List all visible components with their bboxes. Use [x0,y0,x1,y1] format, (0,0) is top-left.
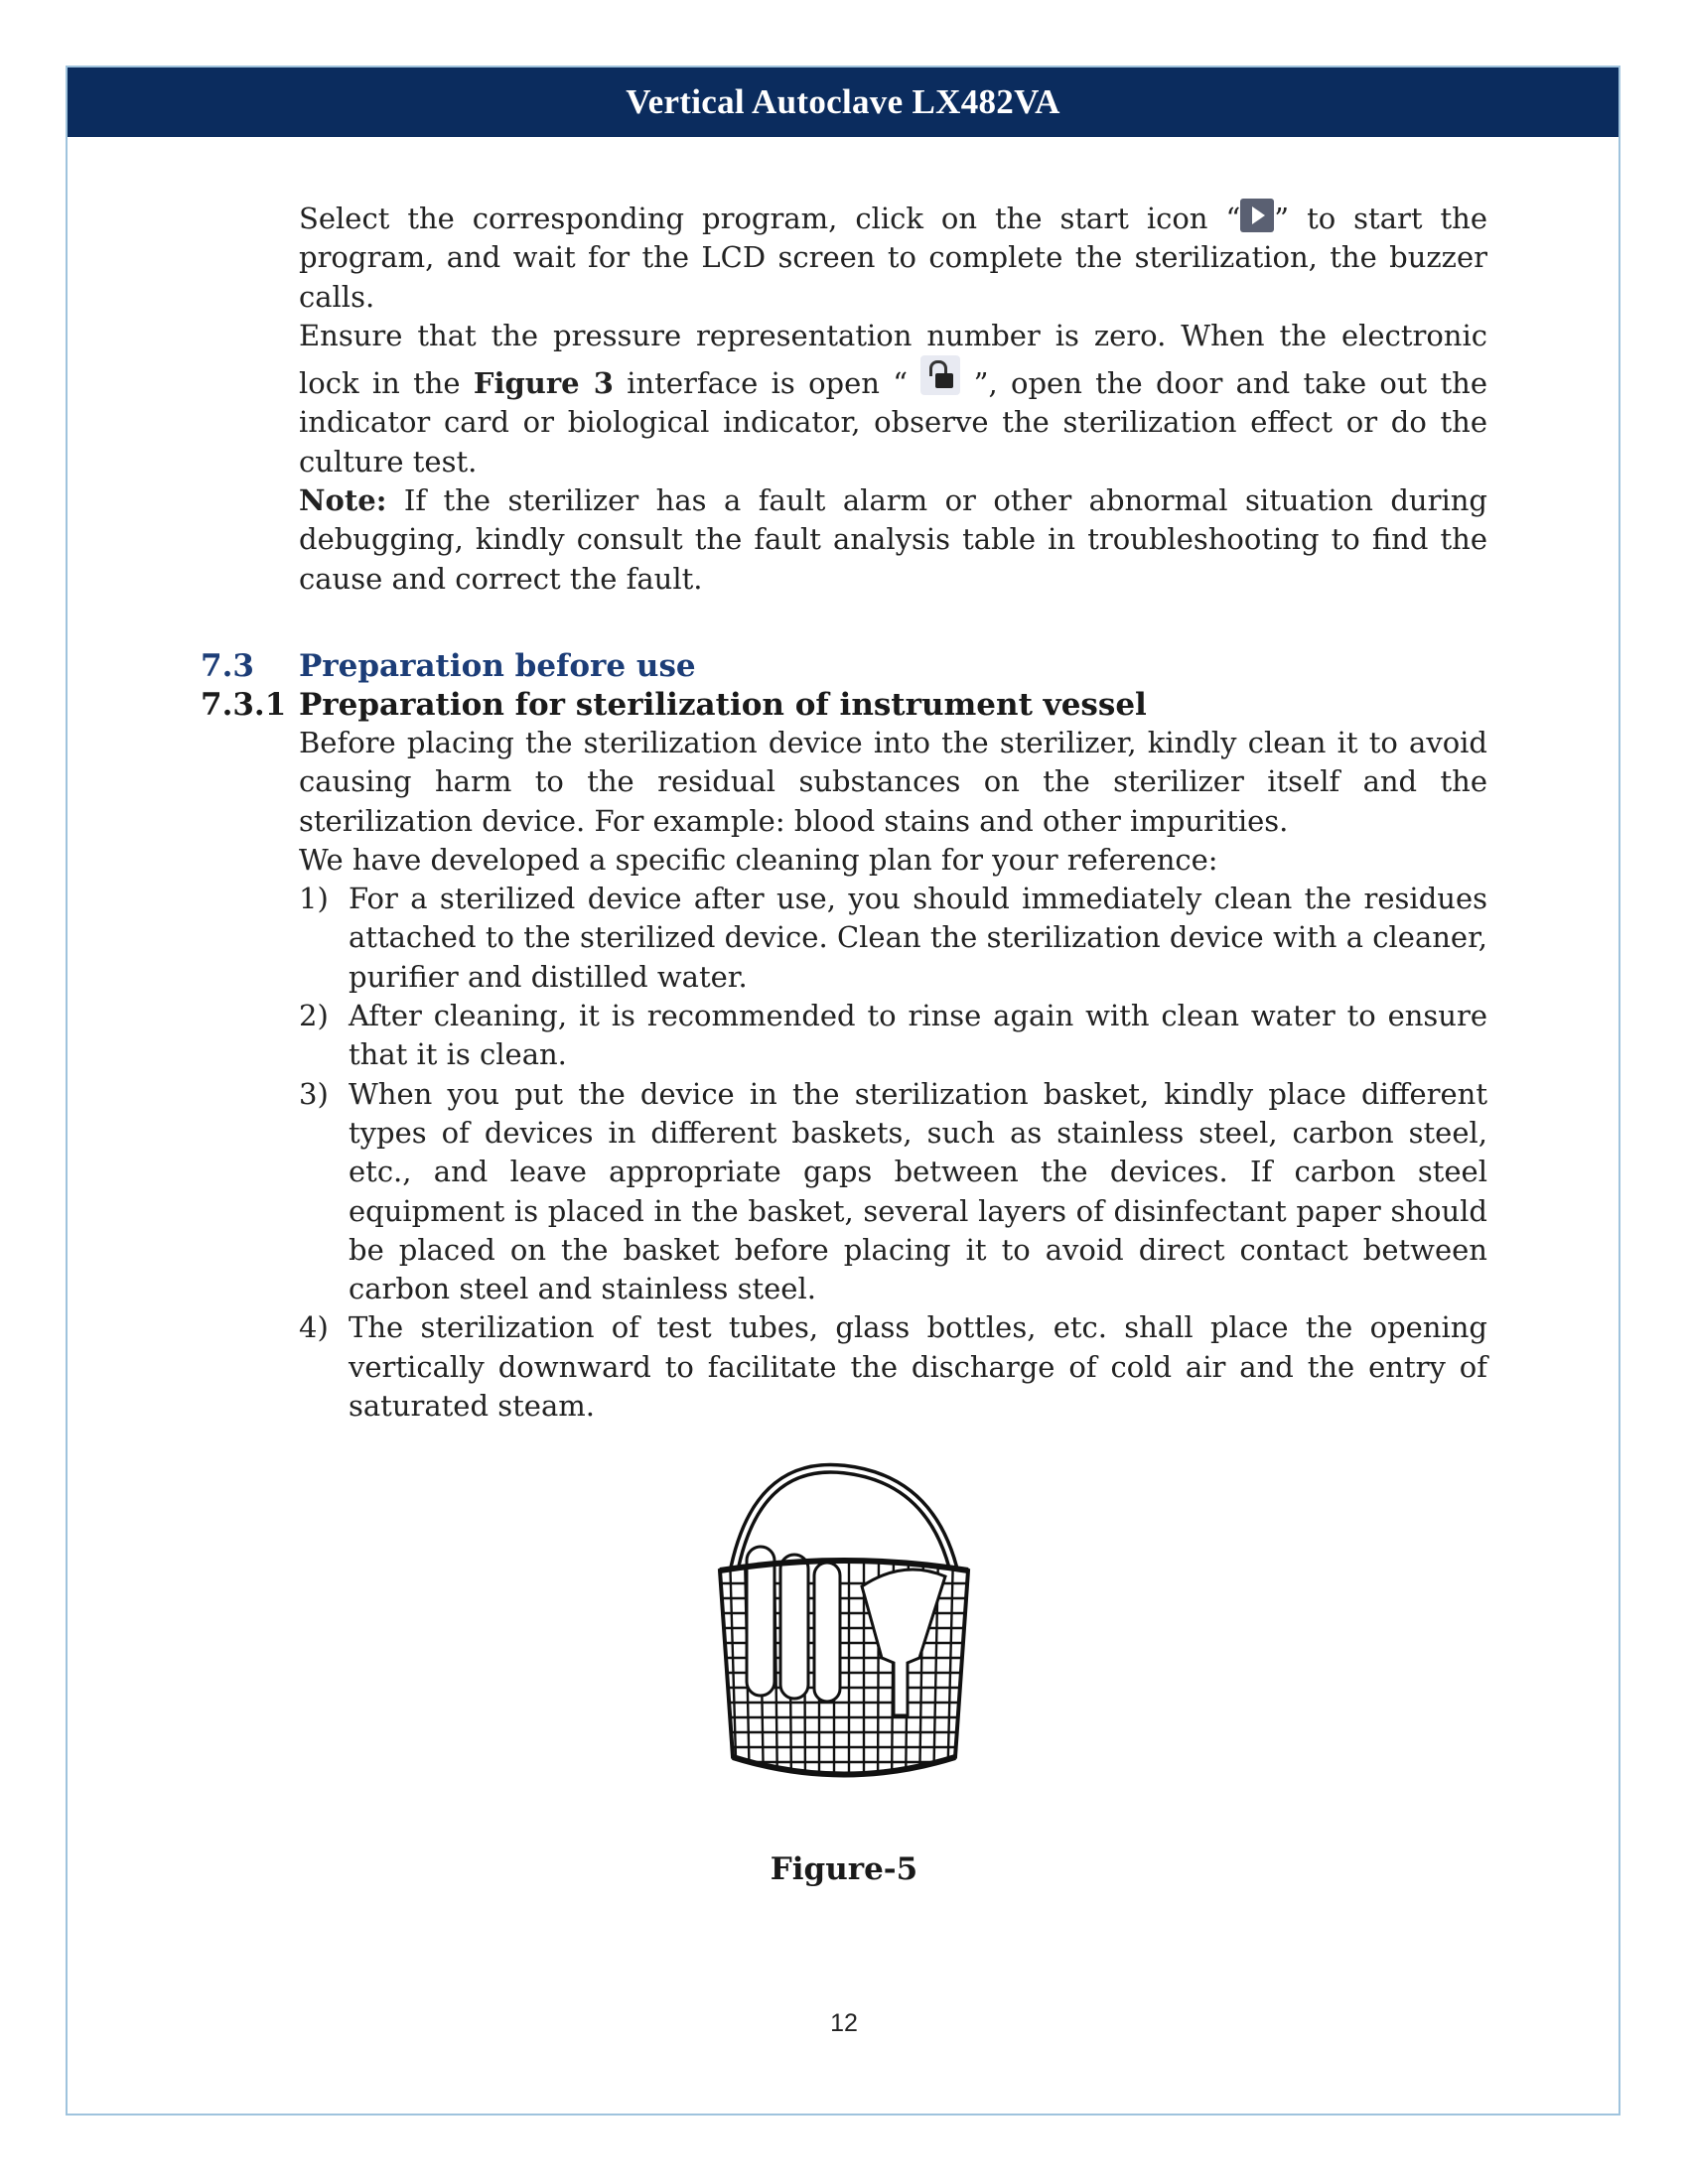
intro-paragraph-2 [299,317,1487,481]
intro-text-b: ” to start the program, and wait for the LCD screen to complete the sterilization, the buzzer calls. [299,202,1487,314]
section-heading [201,646,1487,686]
page-content [201,199,1487,1426]
document-header [68,68,1618,137]
subsection-title: Preparation for sterilization of instrument vessel [299,686,1147,723]
step-text: The sterilization of test tubes, glass bottles, etc. shall place the opening vertically downward to facilitate the discharge of cold air and the entry of saturated steam. [349,1310,1487,1424]
note-label: Note: [299,483,387,518]
step-text: For a sterilized device after use, you should immediately clean the residues attached to the sterilized device. Clean the sterilization device with a cleaner, purifier and distilled water. [349,882,1487,994]
intro-text-d: interface is open “ [613,366,921,401]
play-icon [1240,199,1274,232]
intro-paragraph-1 [299,199,1487,317]
list-item [299,880,1487,997]
figure-reference: Figure 3 [473,366,614,401]
list-item [299,1308,1487,1426]
sterilization-basket-illustration [695,1459,993,1813]
intro-text-e: ”, open the door and take out the indicator card or biological indicator, observe the sterilization effect or do the culture test. [299,366,1488,478]
figure-caption: Figure-5 [770,1851,918,1887]
list-item [299,1075,1487,1309]
step-number: 4) [299,1310,329,1345]
note-paragraph [299,481,1487,599]
step-text: When you put the device in the sterilization basket, kindly place different types of devices in different baskets, such as stainless steel, carbon steel, etc., and leave appropriate gaps between the devices. If carbon steel equipment is placed in the basket, several layers of disinfectant paper should be placed on the basket before placing it to avoid direct contact between carbon steel and stainless steel. [349,1076,1487,1306]
step-number: 3) [299,1076,329,1111]
cleaning-steps-list [299,880,1487,1426]
list-item [299,997,1487,1075]
step-text: After cleaning, it is recommended to rinse again with clean water to ensure that it is clean. [349,999,1487,1072]
subsection-number: 7.3.1 [201,686,287,723]
subsection-heading [201,686,1487,724]
step-number: 1) [299,882,329,916]
step-number: 2) [299,999,329,1033]
intro-text-a: Select the corresponding program, click on the start icon “ [299,202,1241,235]
note-text: If the sterilizer has a fault alarm or other abnormal situation during debugging, kindly consult the fault analysis table in troubleshooting to find the cause and correct the fault. [299,483,1487,596]
section-title: Preparation before use [299,647,696,684]
section-number: 7.3 [201,647,254,684]
document-title: Vertical Autoclave LX482VA [626,82,1060,121]
body-paragraph-2: We have developed a specific cleaning plan for your reference: [299,842,1218,877]
unlock-icon [920,355,960,395]
body-paragraph-1: Before placing the sterilization device into the sterilizer, kindly clean it to avoid causing harm to the residual substances on the sterilizer itself and the sterilization device. For example: blood stains and other impurities. [299,725,1487,838]
intro-text-c: Ensure that the pressure representation number is zero. When the electronic lock in the [299,318,1487,401]
page-number: 12 [830,2009,858,2037]
